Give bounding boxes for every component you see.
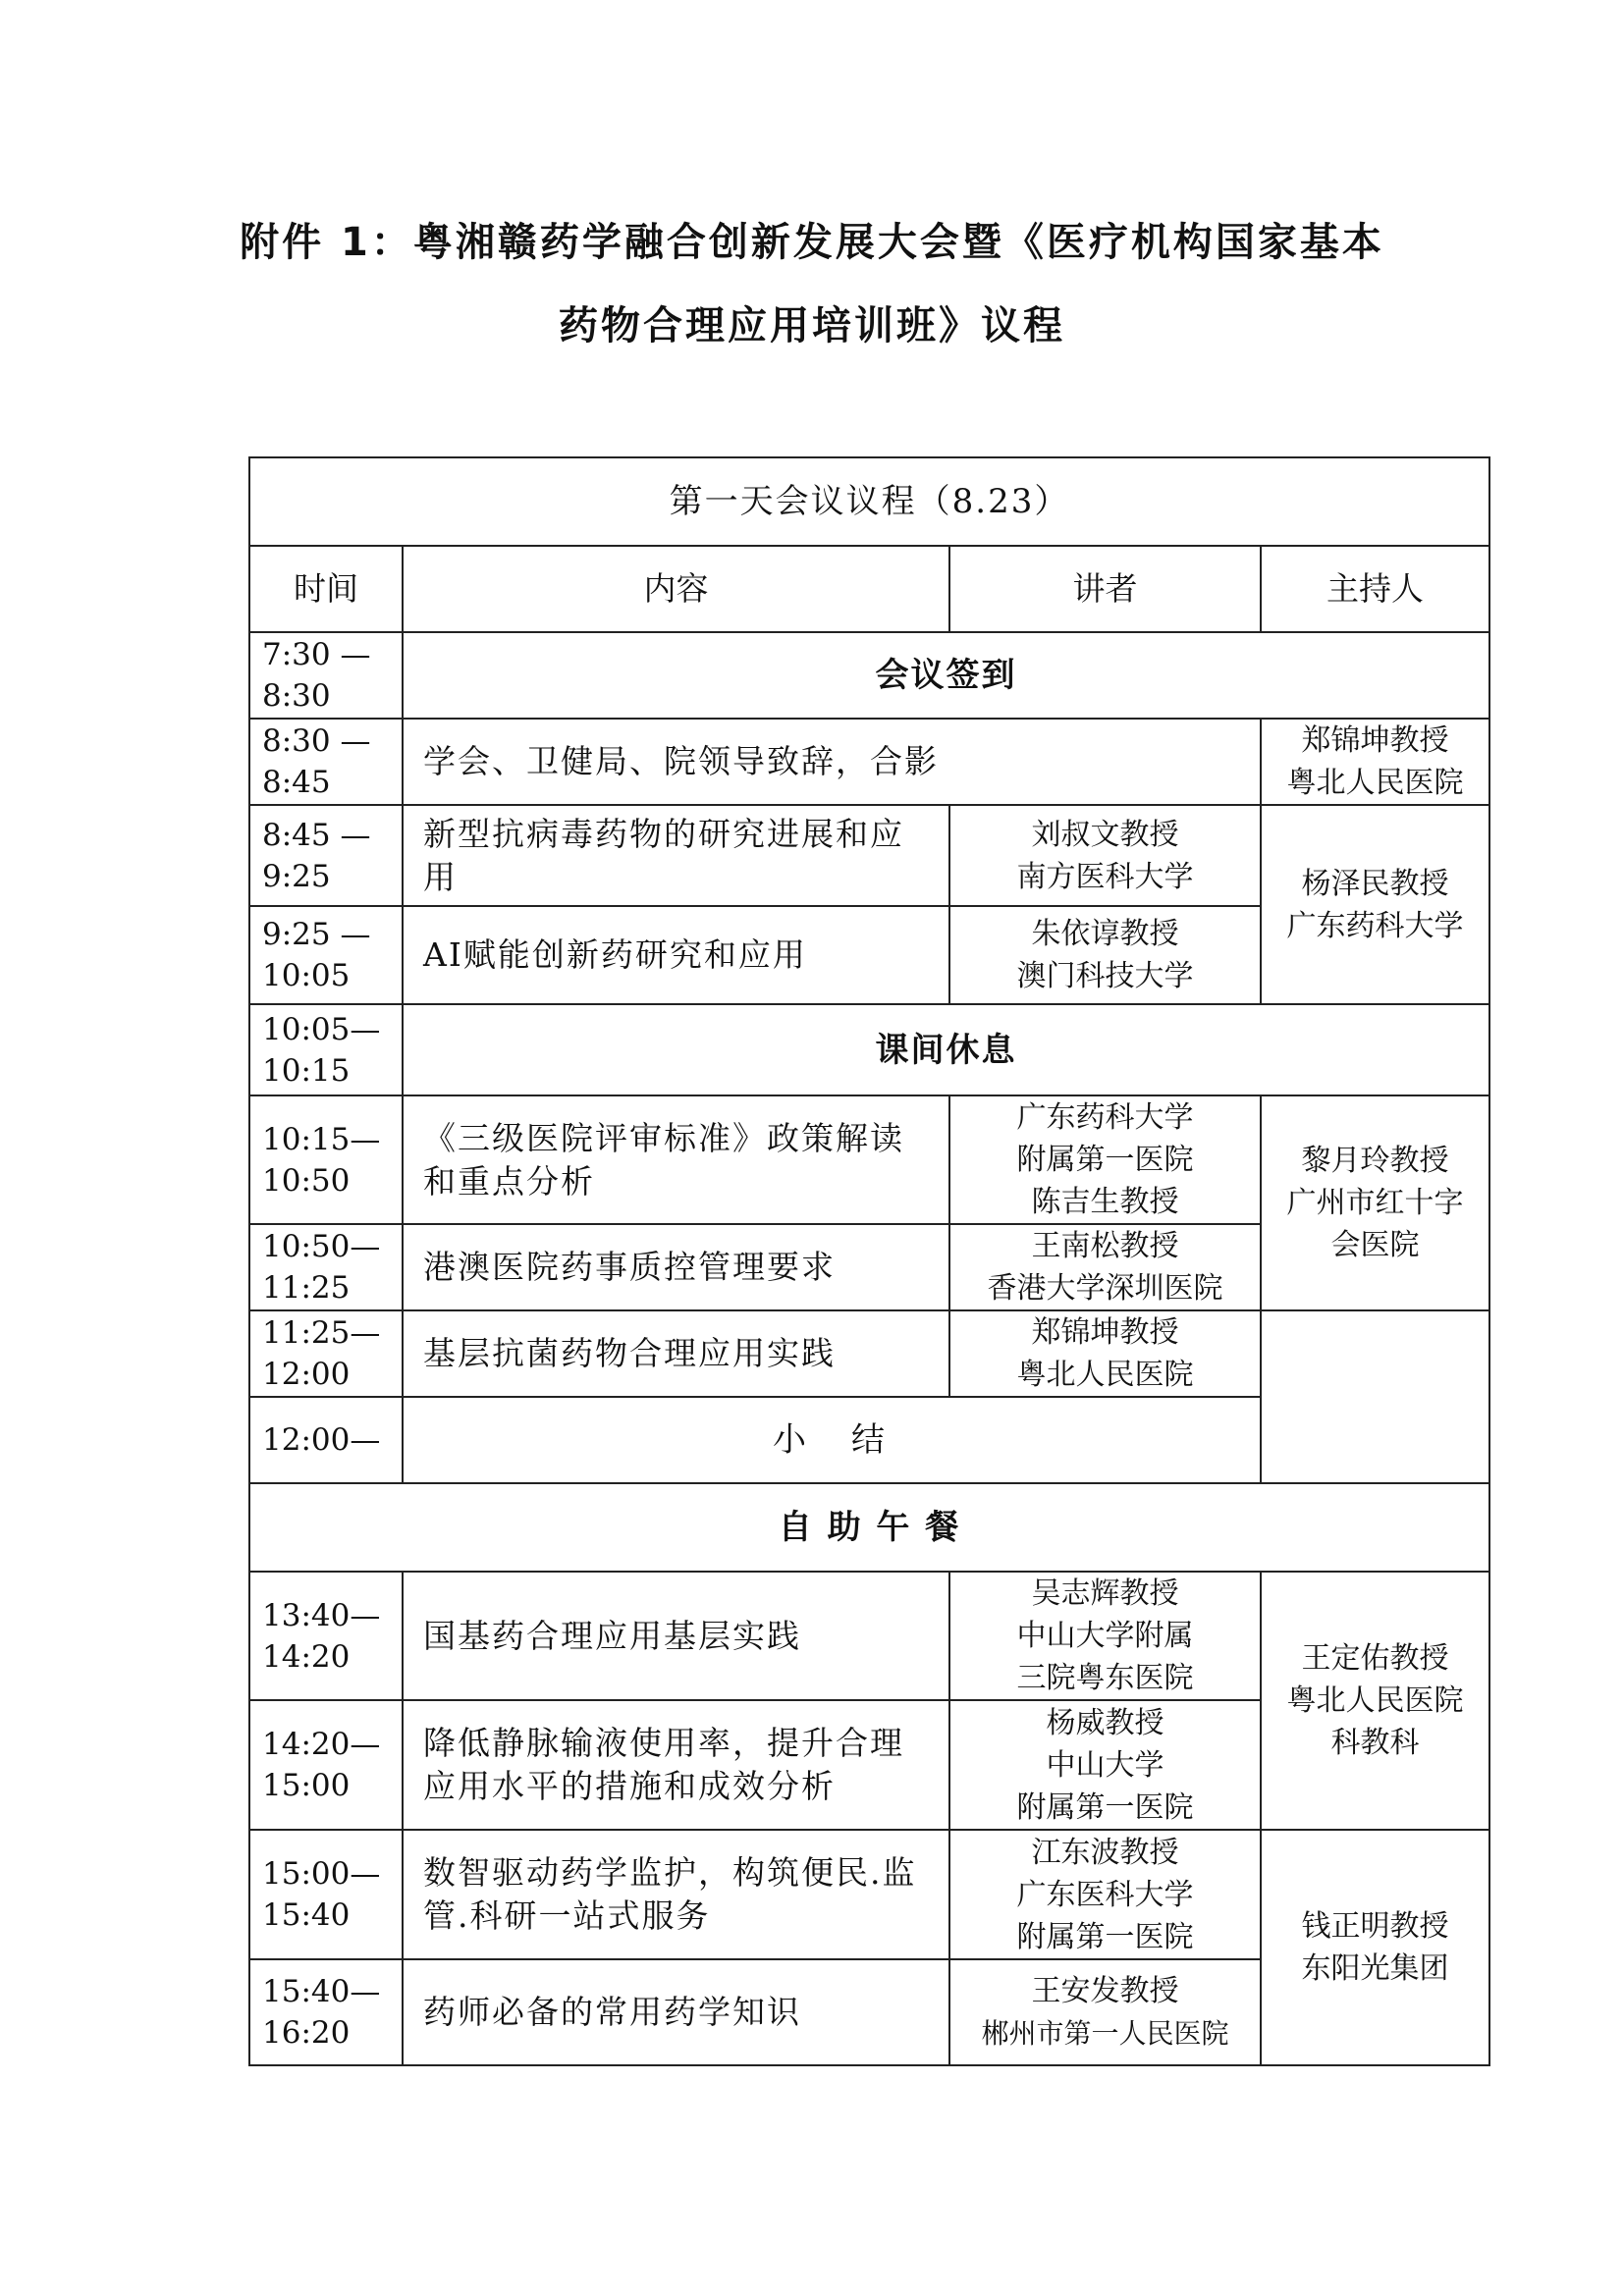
- speaker-affiliation: 附属第一医院: [1016, 1789, 1194, 1825]
- host-name: 王定佑教授: [1301, 1641, 1449, 1676]
- host-cell: [1261, 1095, 1489, 1310]
- lunch-label: 自 助 午 餐: [249, 1483, 1489, 1572]
- time-end: 16:20: [262, 2015, 351, 2051]
- speaker-affiliation: 南方医科大学: [1016, 859, 1194, 894]
- time-start: 14:20—: [262, 1727, 381, 1762]
- time-start: 8:30 —: [262, 723, 371, 759]
- host-name: 黎月玲教授: [1301, 1144, 1449, 1178]
- speaker-affiliation: 粤北人民医院: [1016, 1358, 1194, 1392]
- speaker-name: 吴志辉教授: [1031, 1576, 1179, 1611]
- content-cell: AI赋能创新药研究和应用: [403, 906, 949, 1004]
- time-start: 8:45 —: [262, 817, 371, 853]
- time-cell: [249, 1004, 403, 1095]
- speaker-affiliation: 中山大学: [1046, 1747, 1164, 1783]
- session-break-label: 会议签到: [403, 632, 1489, 719]
- time-end: 10:15: [262, 1052, 351, 1089]
- speaker-cell: [949, 1830, 1261, 1959]
- speaker-cell: [949, 1959, 1261, 2065]
- time-end: 15:40: [262, 1897, 351, 1933]
- host-cell: [1261, 805, 1489, 1004]
- table-row: [249, 1095, 1489, 1224]
- summary-label: 小 结: [403, 1397, 1261, 1483]
- host-affiliation: 东阳光集团: [1301, 1951, 1449, 1986]
- content-cell: 学会、卫健局、院领导致辞，合影: [403, 719, 1261, 805]
- content-cell: 基层抗菌药物合理应用实践: [403, 1310, 949, 1397]
- time-cell: [249, 1700, 403, 1830]
- time-end: 10:50: [262, 1162, 351, 1199]
- session-break-label: 课间休息: [403, 1004, 1489, 1095]
- time-start: 10:15—: [262, 1121, 381, 1157]
- table-row: [249, 719, 1489, 805]
- host-cell: [1261, 1572, 1489, 1830]
- host-cell-empty: [1261, 1310, 1489, 1483]
- time-cell: [249, 805, 403, 906]
- content-cell: 《三级医院评审标准》政策解读和重点分析: [403, 1095, 949, 1224]
- speaker-cell: [949, 1700, 1261, 1830]
- host-name: 杨泽民教授: [1301, 866, 1449, 901]
- speaker-name: 王南松教授: [1031, 1229, 1179, 1263]
- table-row: [249, 1572, 1489, 1700]
- table-caption-row: [249, 457, 1489, 546]
- speaker-name: 江东波教授: [1031, 1835, 1179, 1870]
- time-cell: [249, 1959, 403, 2065]
- content-cell: 降低静脉输液使用率，提升合理应用水平的措施和成效分析: [403, 1700, 949, 1830]
- time-cell: [249, 1830, 403, 1959]
- time-start: 12:00—: [262, 1422, 381, 1458]
- time-end: 8:45: [262, 765, 331, 800]
- table-row: [249, 1830, 1489, 1959]
- table-row: [249, 1310, 1489, 1397]
- time-start: 15:40—: [262, 1974, 381, 2009]
- speaker-cell: [949, 1310, 1261, 1397]
- content-cell: 药师必备的常用药学知识: [403, 1959, 949, 2065]
- speaker-name: 刘叔文教授: [1031, 817, 1179, 852]
- time-start: 11:25—: [262, 1315, 381, 1351]
- time-start: 13:40—: [262, 1597, 381, 1633]
- host-name: 钱正明教授: [1301, 1909, 1449, 1944]
- speaker-cell: [949, 1095, 1261, 1224]
- time-cell: [249, 719, 403, 805]
- table-row: [249, 1483, 1489, 1572]
- speaker-cell: [949, 805, 1261, 906]
- time-start: 7:30 —: [262, 637, 371, 672]
- time-start: 10:05—: [262, 1011, 381, 1047]
- time-start: 9:25 —: [262, 917, 371, 952]
- speaker-name: 朱依谆教授: [1031, 917, 1179, 951]
- host-affiliation: 会医院: [1330, 1228, 1420, 1262]
- time-start: 10:50—: [262, 1229, 381, 1264]
- host-affiliation: 粤北人民医院: [1286, 766, 1464, 800]
- table-row: [249, 805, 1489, 906]
- content-cell: 国基药合理应用基层实践: [403, 1572, 949, 1700]
- speaker-name: 杨威教授: [1046, 1705, 1164, 1740]
- header-content: 内容: [403, 546, 949, 632]
- document-title-line-2: 药物合理应用培训班》议程: [559, 303, 1065, 348]
- host-affiliation: 科教科: [1330, 1726, 1420, 1760]
- speaker-affiliation: 三院粤东医院: [1016, 1661, 1194, 1695]
- speaker-affiliation: 附属第一医院: [1016, 1919, 1194, 1954]
- time-cell: [249, 1572, 403, 1700]
- speaker-affiliation: 澳门科技大学: [1016, 959, 1194, 993]
- speaker-affiliation: 郴州市第一人民医院: [981, 2017, 1229, 2050]
- host-affiliation: 广州市红十字: [1286, 1186, 1464, 1220]
- speaker-affiliation: 广东医科大学: [1016, 1877, 1194, 1912]
- speaker-affiliation: 广东药科大学: [1016, 1100, 1194, 1135]
- agenda-table: [248, 456, 1490, 2066]
- time-start: 15:00—: [262, 1856, 381, 1892]
- host-cell: [1261, 1830, 1489, 2065]
- time-cell: [249, 906, 403, 1004]
- content-cell: 数智驱动药学监护，构筑便民.监管.科研一站式服务: [403, 1830, 949, 1959]
- speaker-cell: [949, 1224, 1261, 1310]
- time-end: 12:00: [262, 1357, 351, 1392]
- time-end: 8:30: [262, 678, 331, 714]
- time-cell: [249, 1095, 403, 1224]
- table-row: [249, 1004, 1489, 1095]
- header-time: 时间: [249, 546, 403, 632]
- speaker-cell: [949, 906, 1261, 1004]
- table-header-row: [249, 546, 1489, 632]
- time-end: 11:25: [262, 1270, 351, 1306]
- speaker-affiliation: 中山大学附属: [1016, 1619, 1194, 1653]
- host-name: 郑锦坤教授: [1301, 723, 1449, 758]
- table-caption: 第一天会议议程（8.23）: [249, 457, 1489, 546]
- header-host: 主持人: [1261, 546, 1489, 632]
- host-affiliation: 粤北人民医院: [1286, 1683, 1464, 1718]
- header-speaker: 讲者: [949, 546, 1261, 632]
- time-cell: [249, 1310, 403, 1397]
- host-affiliation: 广东药科大学: [1286, 908, 1464, 943]
- speaker-affiliation: 附属第一医院: [1016, 1143, 1194, 1177]
- time-end: 9:25: [262, 858, 331, 894]
- content-cell: 新型抗病毒药物的研究进展和应用: [403, 805, 949, 906]
- speaker-affiliation: 香港大学深圳医院: [987, 1271, 1223, 1306]
- table-row: [249, 632, 1489, 719]
- time-cell: [249, 632, 403, 719]
- host-cell: [1261, 719, 1489, 805]
- time-cell: [249, 1397, 403, 1483]
- speaker-name: 王安发教授: [1031, 1974, 1179, 2008]
- speaker-name: 陈吉生教授: [1031, 1185, 1179, 1219]
- time-end: 10:05: [262, 958, 351, 993]
- content-cell: 港澳医院药事质控管理要求: [403, 1224, 949, 1310]
- speaker-name: 郑锦坤教授: [1031, 1315, 1179, 1350]
- time-end: 15:00: [262, 1768, 351, 1803]
- speaker-cell: [949, 1572, 1261, 1700]
- time-end: 14:20: [262, 1638, 351, 1675]
- document-title-line-1: 附件 1：粤湘赣药学融合创新发展大会暨《医疗机构国家基本: [240, 220, 1384, 265]
- time-cell: [249, 1224, 403, 1310]
